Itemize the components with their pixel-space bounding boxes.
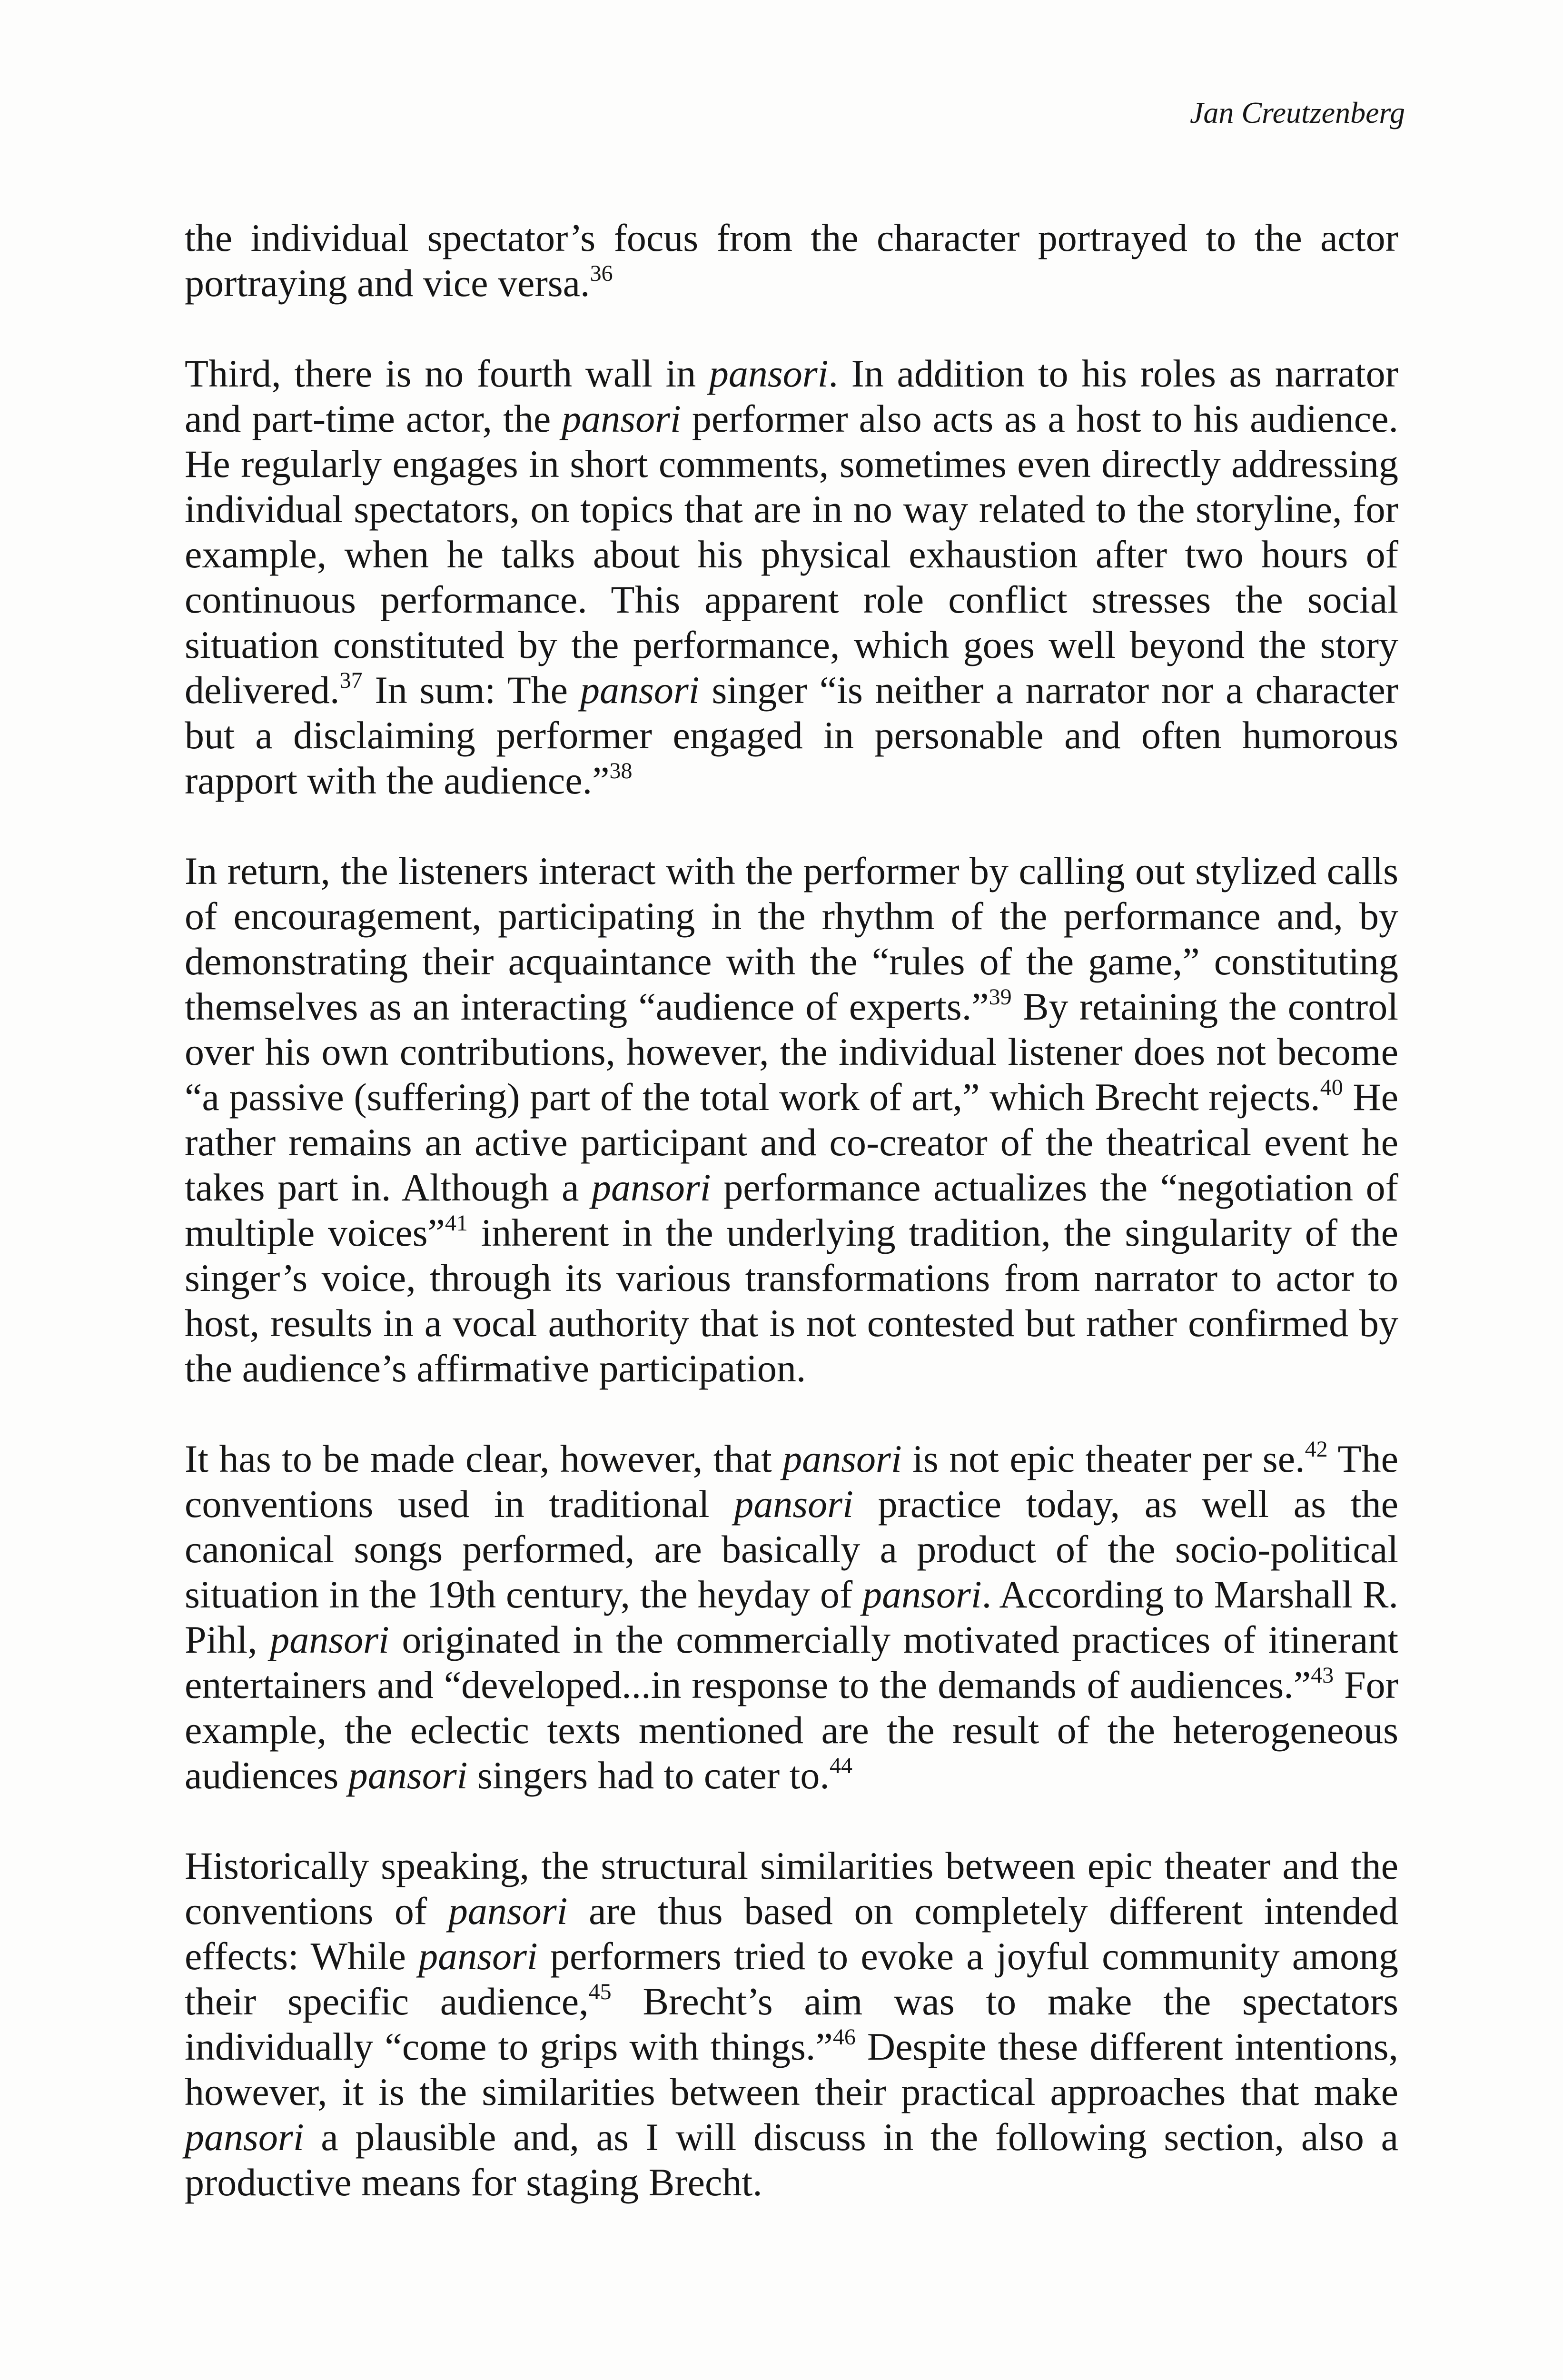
footnote-marker: 36	[590, 261, 613, 286]
text-run: . In addition to his roles as narrator and part-time actor, the	[185, 352, 1398, 440]
footnote-marker: 46	[832, 2024, 856, 2050]
text-run: performer also acts as a host to his audience. He regularly engages in short comments, sometimes even directly addressing individual spectators, on topics that are in no way related to the storyline, for example, when he talks about his physical exhaustion after two hours of continuous performance. This apparent role conflict stresses the social situation constituted by the performance, which goes well beyond the story delivered.	[185, 397, 1399, 712]
footnote-marker: 45	[588, 1979, 612, 2004]
text-run: By retaining the control over his own contributions, however, the individual listener does not become “a passive (suffering) part of the total work of art,” which Brecht rejects.	[185, 985, 1398, 1119]
text-run: . According to Marshall R. Pihl,	[185, 1573, 1398, 1661]
body-text	[185, 215, 1398, 2250]
text-run: is not epic theater per se.	[901, 1437, 1305, 1480]
text-run: the individual spectator’s focus from the character portrayed to the actor portraying and vice versa.	[185, 216, 1398, 305]
text-run: It has to be made clear, however, that	[185, 1437, 783, 1480]
text-run: Despite these different intentions, however, it is the similarities between their practical approaches that make	[185, 2025, 1398, 2113]
running-head: Jan Creutzenberg	[1189, 96, 1405, 129]
text-run: singer “is neither a narrator nor a character but a disclaiming performer engaged in personable and often humorous rapport with the audience.”	[185, 668, 1398, 802]
italic-term: pansori	[448, 1889, 568, 1933]
text-run: a plausible and, as I will discuss in the following section, also a productive means for staging Brecht.	[185, 2115, 1398, 2204]
footnote-marker: 37	[339, 668, 363, 693]
footnote-marker: 39	[989, 984, 1012, 1010]
italic-term: pansori	[782, 1437, 902, 1480]
footnote-marker: 44	[829, 1753, 852, 1778]
text-run: originated in the commercially motivated practices of itinerant entertainers and “developed...in response to the demands of audiences.”	[185, 1618, 1399, 1706]
text-run: Brecht’s aim was to make the spectators individually “come to grips with things.”	[185, 1980, 1398, 2068]
text-run: He rather remains an active participant and co-creator of the theatrical event he takes part in. Although a	[185, 1075, 1399, 1209]
text-run: Historically speaking, the structural similarities between epic theater and the conventions of	[185, 1844, 1398, 1933]
text-run: are thus based on completely different intended effects: While	[185, 1889, 1398, 1978]
footnote-marker: 38	[609, 758, 633, 783]
paragraph	[185, 1436, 1398, 1798]
text-run: In sum: The	[362, 668, 580, 712]
text-run: performance actualizes the “negotiation of multiple voices”	[185, 1166, 1398, 1254]
paragraph	[185, 215, 1398, 306]
text-run: In return, the listeners interact with the performer by calling out stylized calls of encouragement, participating in the rhythm of the performance and, by demonstrating their acquaintance with the “rules of the game,” constituting themselves as an interacting “audience of experts.”	[185, 849, 1398, 1028]
footnote-marker: 40	[1320, 1075, 1343, 1100]
text-run: inherent in the underlying tradition, the singularity of the singer’s voice, through its various transformations from narrator to actor to host, results in a vocal authority that is not contested but rather confirmed by the audience’s affirmative participation.	[185, 1211, 1398, 1390]
italic-term: pansori	[734, 1482, 853, 1526]
italic-term: pansori	[862, 1573, 982, 1616]
paragraph	[185, 848, 1398, 1391]
footnote-marker: 41	[445, 1210, 468, 1236]
text-run: The conventions used in traditional	[185, 1437, 1398, 1526]
italic-term: pansori	[580, 668, 700, 712]
text-run: performers tried to evoke a joyful community among their specific audience,	[185, 1934, 1398, 2023]
italic-term: pansori	[591, 1166, 711, 1209]
italic-term: pansori	[185, 2115, 304, 2159]
paragraph	[185, 351, 1398, 803]
text-run: singers had to cater to.	[467, 1754, 830, 1797]
italic-term: pansori	[418, 1934, 538, 1978]
footnote-marker: 43	[1311, 1663, 1334, 1688]
italic-term: pansori	[270, 1618, 389, 1661]
italic-term: pansori	[562, 397, 681, 440]
text-run: Third, there is no fourth wall in	[185, 352, 709, 395]
paragraph	[185, 1843, 1398, 2205]
footnote-marker: 42	[1305, 1437, 1328, 1462]
italic-term: pansori	[709, 352, 829, 395]
text-run: practice today, as well as the canonical songs performed, are basically a product of the socio-political situation in the 19th century, the heyday of	[185, 1482, 1398, 1616]
text-run: For example, the eclectic texts mentioned are the result of the heterogeneous audiences	[185, 1663, 1398, 1797]
italic-term: pansori	[348, 1754, 468, 1797]
